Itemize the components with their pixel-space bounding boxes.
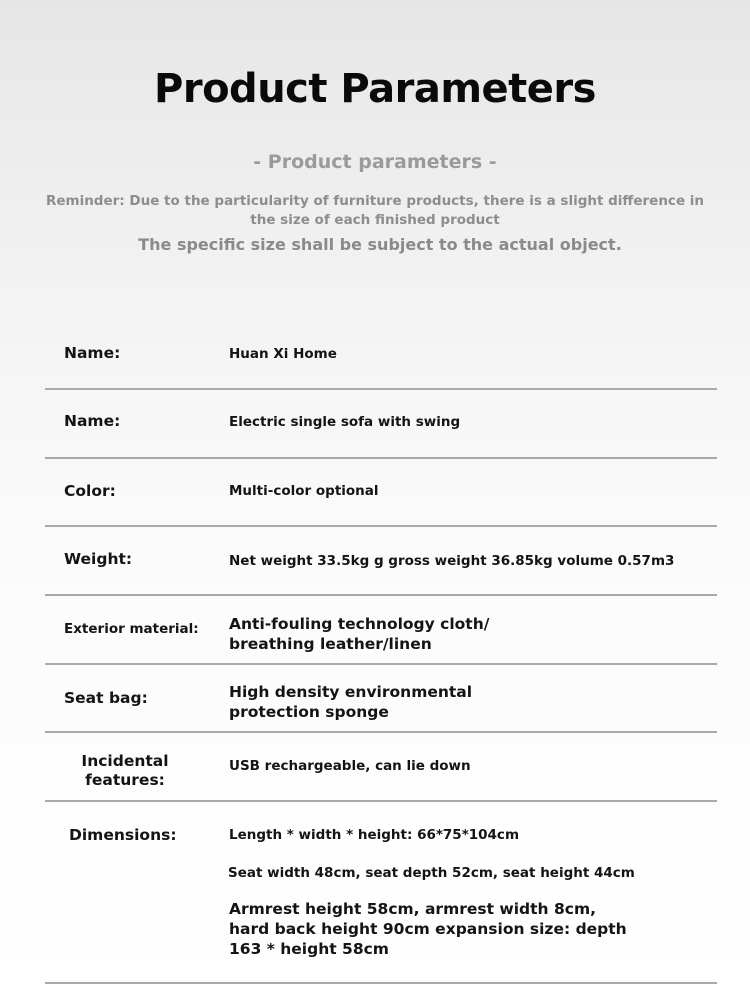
param-value: Seat width 48cm, seat depth 52cm, seat height 44cm: [228, 865, 635, 881]
param-label: [65, 752, 185, 790]
param-row-color: [45, 459, 717, 527]
param-value: Electric single sofa with swing: [229, 414, 461, 430]
param-label: Name:: [64, 344, 121, 362]
param-label: Dimensions:: [69, 826, 177, 844]
param-value: Length * width * height: 66*75*104cm: [229, 827, 520, 843]
reminder-text: Reminder: Due to the particularity of furniture products, there is a slight difference in the size of each finished product: [45, 193, 705, 228]
param-label-line: Incidental: [81, 752, 169, 770]
param-label: Name:: [64, 412, 121, 430]
param-value-line: protection sponge: [229, 703, 389, 721]
param-value: [229, 614, 489, 654]
param-value: Huan Xi Home: [229, 346, 337, 362]
param-value: Multi-color optional: [229, 483, 379, 499]
param-label: Weight:: [64, 550, 133, 568]
page-title: Product Parameters: [154, 66, 596, 112]
param-row-weight: [45, 527, 717, 596]
param-row-product-name: [45, 390, 717, 459]
param-value-line: High density environmental: [229, 683, 473, 701]
param-value-line: breathing leather/linen: [229, 635, 432, 653]
param-label: Seat bag:: [64, 689, 148, 707]
param-label: Exterior material:: [64, 621, 199, 637]
param-value: USB rechargeable, can lie down: [229, 758, 471, 774]
param-row-brand: [45, 320, 717, 390]
param-value-line: Anti-fouling technology cloth/: [229, 615, 490, 633]
param-value: [229, 682, 472, 722]
param-row-exterior-material: [45, 596, 717, 665]
param-value: Armrest height 58cm, armrest width 8cm, hard back height 90cm expansion size: depth 163 * height 58cm: [229, 900, 627, 958]
page-subtitle: - Product parameters -: [253, 151, 497, 173]
param-row-seat-bag: [45, 665, 717, 733]
parameter-table: [45, 320, 717, 984]
size-notice: The specific size shall be subject to the actual object.: [138, 235, 622, 254]
param-label: Color:: [64, 482, 116, 500]
param-value: Net weight 33.5kg g gross weight 36.85kg volume 0.57m3: [229, 553, 675, 569]
param-row-dimensions: [45, 802, 717, 984]
param-label-line: features:: [85, 771, 165, 789]
param-row-incidental-features: [45, 733, 717, 802]
